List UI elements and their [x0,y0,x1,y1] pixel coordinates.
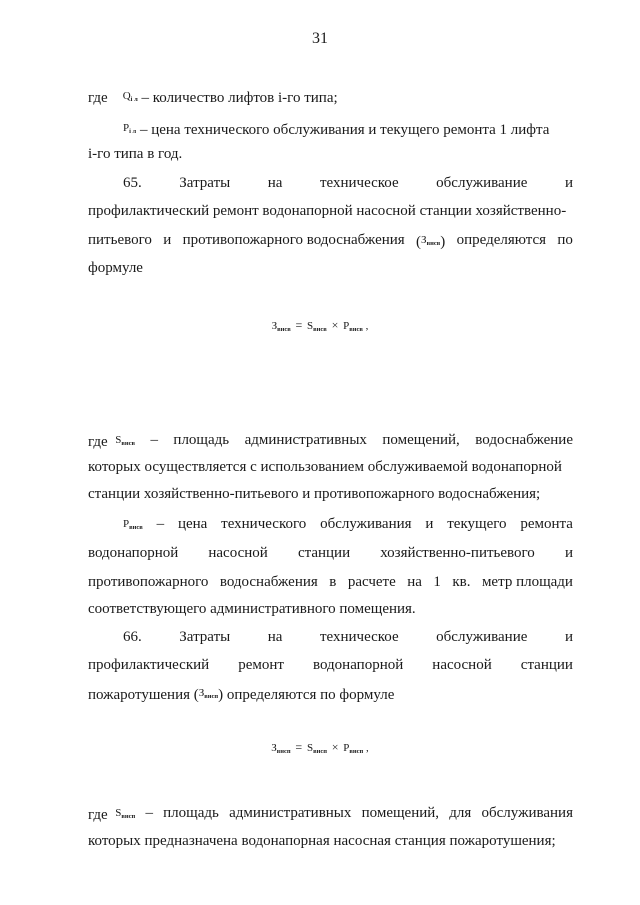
text-line: где $^{Q_{i л}}$ – количество лифтов i-го типа; [88,90,338,106]
text-line: станции хозяйственно-питьевого и противопожарного водоснабжения; [88,486,541,502]
text-line: водонапорной насосной станции хозяйственно-питьевого и [88,545,573,561]
formula-2: Звнсп = Sвнсп × Pвнсп , [271,740,369,755]
math-symbol-s: Sвнсв [115,434,135,447]
text-line: где $^{S_{внсп}}$ – площадь административных помещений, для обслуживания [88,805,573,823]
text-line: i-го типа в год. [88,146,183,162]
text-line: противопожарного водоснабжения в расчете на 1 кв. метр площади [88,574,573,590]
text-line: 66. Затраты на техническое обслуживание и [123,629,573,645]
text-line: соответствующего административного помещения. [88,601,416,617]
text-line: $P_{внсв}$ – цена технического обслуживания и текущего ремонта [123,515,573,537]
text-line: которых осуществляется с использованием обслуживаемой водонапорной [88,459,562,475]
text-line: которых предназначена водонапорная насосная станция пожаротушения; [88,833,556,849]
text-line: профилактический ремонт водонапорной насосной станции хозяйственно- [88,203,567,219]
text-line: питьевого и противопожарного водоснабжения ($^{З_{внсв}}$) определяются по [88,232,573,250]
math-symbol-z: Звнсп [198,687,219,700]
text-line: профилактический ремонт водонапорной насосной станции [88,657,573,673]
text-line: $^{P_{i л}}$ – цена технического обслуживания и текущего ремонта 1 лифта [123,122,550,138]
math-symbol-p: Pi л [123,122,137,135]
text-line: пожаротушения ($^{З_{внсп}}$) определяются по формуле [88,687,395,703]
text-line: формуле [88,260,143,276]
page-number: 31 [312,30,328,47]
math-symbol-s: Sвнсп [115,807,136,820]
math-symbol-z: Звнсв [421,234,441,247]
formula-1: Звнсв = Sвнсв × Pвнсв , [271,318,369,333]
text-line: где $^{S_{внсв}}$ – площадь административных помещений, водоснабжение [88,432,573,450]
text-line: 65. Затраты на техническое обслуживание и [123,175,573,191]
math-symbol-p: $P_{внсв}$ [123,518,143,531]
math-symbol-q: Qi л [122,90,138,103]
